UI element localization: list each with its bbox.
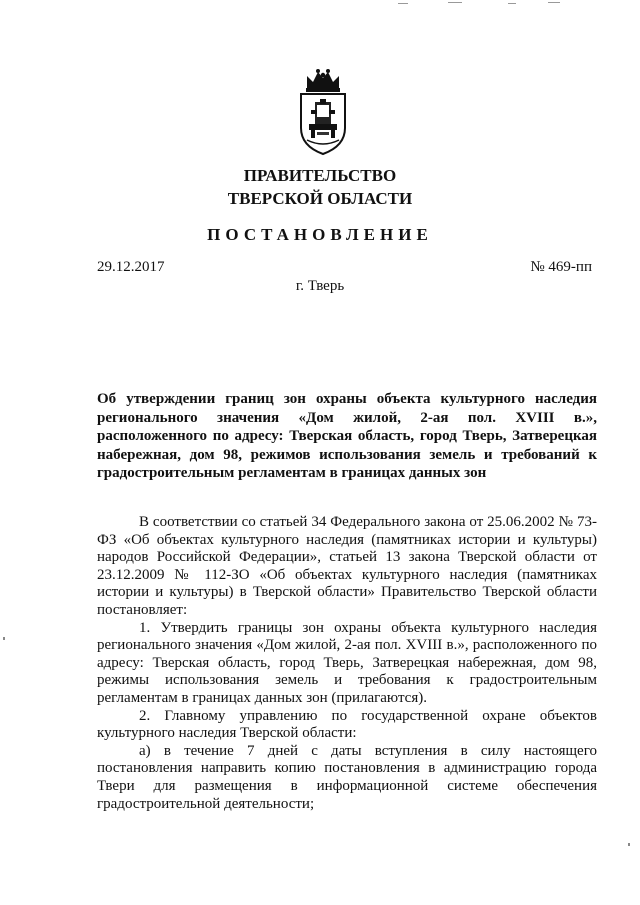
body-paragraph: а) в течение 7 дней с даты вступления в силу настоящего постановления направить копию постановления в администрацию города Твери для размещения в информационной системе обеспечения градостроительной деятельности; — [97, 742, 597, 812]
government-title-line1: ПРАВИТЕЛЬСТВО — [243, 166, 397, 185]
body-paragraph: 1. Утвердить границы зон охраны объекта культурного наследия регионального значения «Дом жилой, 2-ая пол. XVIII в.», расположенного по адресу: Тверская область, город Тверь, Затверецкая набережная, дом 98, режимы использования земель и требования к градостроительным регламентам в границах данных зон (прилагаются). — [97, 619, 597, 706]
body-paragraph: 2. Главному управлению по государственной охране объектов культурного наследия Тверской области: — [97, 707, 597, 742]
scan-artifact — [3, 637, 5, 640]
document-city: г. Тверь — [295, 278, 345, 294]
scan-artifact — [398, 0, 578, 8]
government-title-line2: ТВЕРСКОЙ ОБЛАСТИ — [227, 189, 413, 208]
government-title — [0, 164, 640, 210]
document-date: 29.12.2017 — [97, 259, 165, 275]
document-type: ПОСТАНОВЛЕНИЕ — [207, 225, 433, 244]
document-number: № 469-пп — [530, 259, 592, 275]
document-body — [97, 514, 597, 813]
tver-coat-of-arms-icon — [293, 66, 353, 156]
scan-artifact — [628, 843, 630, 846]
document-subject: Об утверждении границ зон охраны объекта культурного наследия регионального значения «Дом жилой, 2-ая пол. XVIII в.», расположенного по адресу: Тверская область, город Тверь, Затверецкая набережная, дом 98, режимов использования земель и требований к градостроительным регламентам в границах данных зон — [97, 391, 597, 481]
body-paragraph: В соответствии со статьей 34 Федерального закона от 25.06.2002 № 73-ФЗ «Об объектах культурного наследия (памятниках истории и культуры) народов Российской Федерации», статьей 13 закона Тверской области от 23.12.2009 № 112-ЗО «Об объектах культурного наследия (памятниках истории и культуры) в Тверской области» Правительство Тверской области постановляет: — [97, 514, 597, 618]
